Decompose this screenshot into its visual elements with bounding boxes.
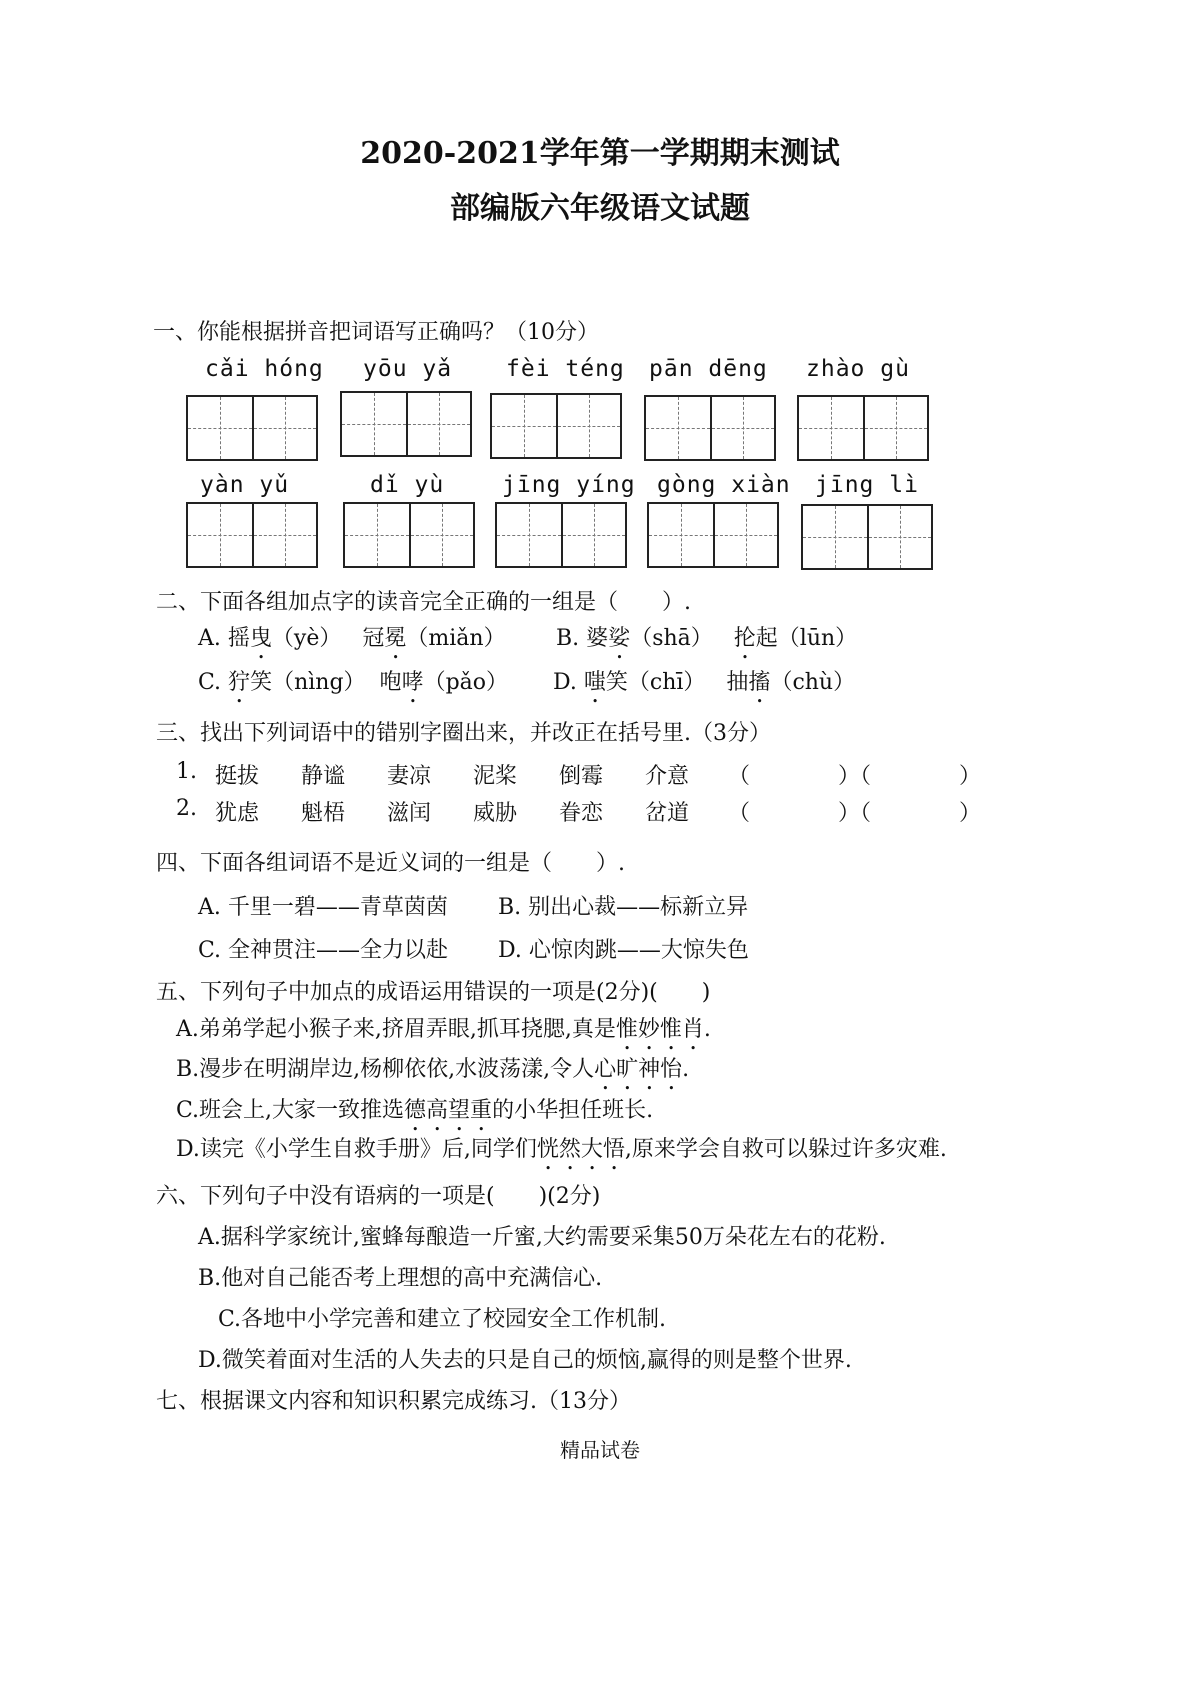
pinyin-2: yōu yǎ: [363, 356, 453, 382]
answer-grid-1[interactable]: [186, 395, 318, 461]
question-6-prompt: 六、下列句子中没有语病的一项是( )(2分): [156, 1184, 601, 1209]
q3-line-1-number: 1.: [176, 759, 197, 784]
answer-grid-9[interactable]: [647, 502, 779, 568]
question-7-prompt: 七、根据课文内容和知识积累完成练习.（13分）: [156, 1389, 631, 1414]
exam-title: 2020-2021学年第一学期期末测试: [360, 136, 840, 171]
option-4c[interactable]: C. 全神贯注——全力以赴: [198, 938, 449, 963]
answer-grid-7[interactable]: [343, 502, 475, 568]
answer-grid-10[interactable]: [801, 504, 933, 570]
question-5-prompt: 五、下列句子中加点的成语运用错误的一项是(2分)( ): [156, 980, 711, 1005]
option-5d[interactable]: D.读完《小学生自救手册》后,同学们恍然大悟,原来学会自救可以躲过许多灾难.: [176, 1137, 947, 1162]
answer-grid-3[interactable]: [490, 393, 622, 459]
question-4-prompt: 四、下面各组词语不是近义词的一组是（ ）.: [156, 851, 625, 876]
question-3-prompt: 三、找出下列词语中的错别字圈出来，并改正在括号里.（3分）: [156, 721, 771, 746]
option-5c[interactable]: C.班会上,大家一致推选德高望重的小华担任班长.: [176, 1098, 654, 1123]
answer-grid-6[interactable]: [186, 502, 318, 568]
pinyin-7: dǐ yù: [370, 472, 445, 498]
exam-subtitle: 部编版六年级语文试题: [450, 191, 750, 226]
option-4d[interactable]: D. 心惊肉跳——大惊失色: [498, 938, 749, 963]
answer-grid-8[interactable]: [495, 502, 627, 568]
q3-line-1-words: 挺拔 静谧 妻凉 泥桨 倒霉 介意: [215, 764, 690, 789]
pinyin-1: cǎi hóng: [205, 356, 324, 382]
answer-grid-5[interactable]: [797, 395, 929, 461]
pinyin-3: fèi téng: [506, 356, 625, 382]
option-6d[interactable]: D.微笑着面对生活的人失去的只是自己的烦恼,赢得的则是整个世界.: [198, 1348, 852, 1373]
option-2c[interactable]: C. 狞笑（nìng） 咆哮（pǎo）: [198, 670, 509, 695]
option-4b[interactable]: B. 别出心裁——标新立异: [498, 895, 749, 920]
answer-grid-2[interactable]: [340, 391, 472, 457]
option-2a[interactable]: A. 摇曳（yè） 冠冕（miǎn）: [198, 626, 506, 651]
question-1-prompt: 一、你能根据拼音把词语写正确吗？（10分）: [153, 320, 599, 345]
option-6c[interactable]: C.各地中小学完善和建立了校园安全工作机制.: [218, 1307, 667, 1332]
pinyin-5: zhào gù: [806, 356, 910, 382]
option-6a[interactable]: A.据科学家统计,蜜蜂每酿造一斤蜜,大约需要采集50万朵花左右的花粉.: [198, 1225, 886, 1250]
pinyin-10: jīng lì: [815, 472, 919, 498]
question-2-prompt: 二、下面各组加点字的读音完全正确的一组是（ ）.: [156, 590, 691, 615]
option-6b[interactable]: B.他对自己能否考上理想的高中充满信心.: [198, 1266, 603, 1291]
answer-grid-4[interactable]: [644, 395, 776, 461]
q3-line-1-blanks[interactable]: （ ）（ ）: [728, 764, 982, 789]
option-4a[interactable]: A. 千里一碧——青草茵茵: [198, 895, 448, 920]
option-2b[interactable]: B. 婆娑（shā） 抡起（lūn）: [556, 626, 858, 651]
q3-line-2-blanks[interactable]: （ ）（ ）: [728, 801, 982, 826]
option-5a[interactable]: A.弟弟学起小猴子来,挤眉弄眼,抓耳挠腮,真是惟妙惟肖.: [176, 1017, 711, 1042]
q3-line-2-words: 犹虑 魁梧 滋闰 威胁 眷恋 岔道: [215, 801, 690, 826]
pinyin-4: pān dēng: [649, 356, 768, 382]
pinyin-8: jīng yíng: [502, 472, 636, 498]
page-footer: 精品试卷: [560, 1438, 640, 1462]
pinyin-9: gòng xiàn: [657, 472, 791, 498]
option-5b[interactable]: B.漫步在明湖岸边,杨柳依依,水波荡漾,令人心旷神怡.: [176, 1057, 690, 1082]
pinyin-6: yàn yǔ: [200, 472, 290, 498]
q3-line-2-number: 2.: [176, 796, 197, 821]
option-2d[interactable]: D. 嗤笑（chī） 抽搐（chù）: [553, 670, 856, 695]
